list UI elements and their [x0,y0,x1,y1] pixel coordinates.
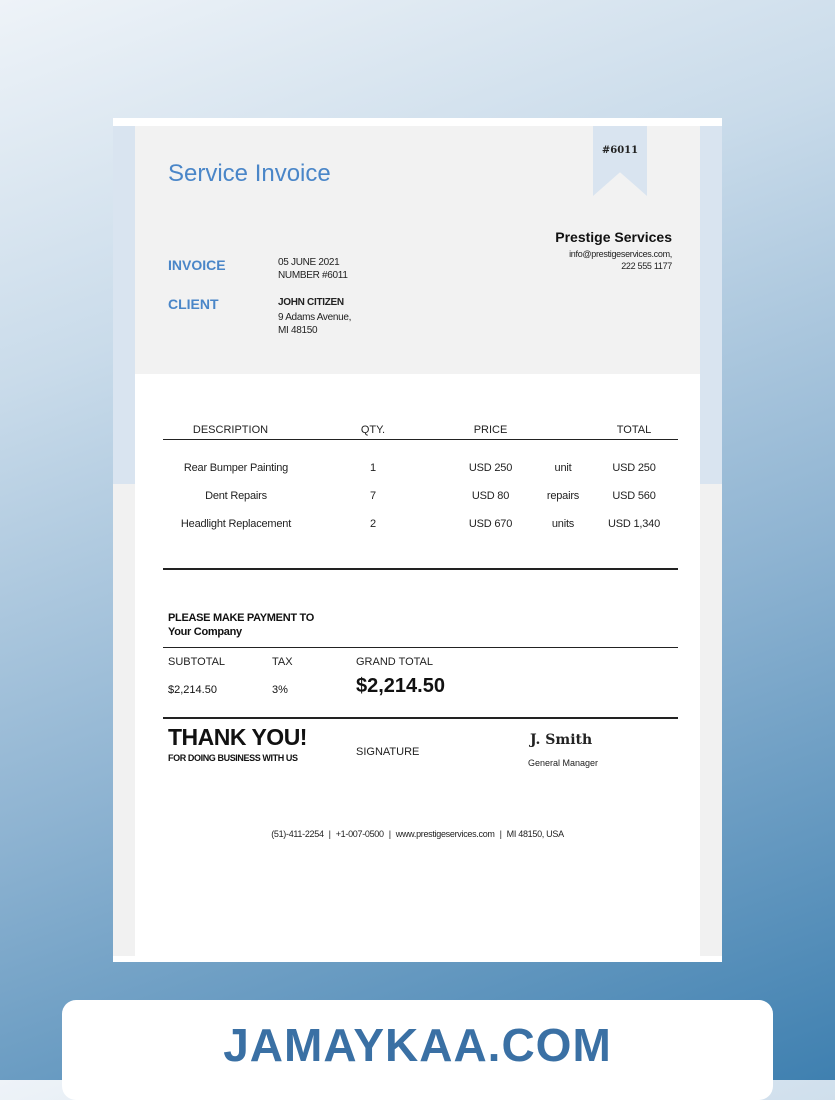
col-header-price: PRICE [473,424,508,436]
footer-phone-1: (51)-411-2254 [271,829,324,839]
invoice-title: Service Invoice [168,160,331,187]
row-total: USD 250 [612,462,656,474]
thank-you-heading: THANK YOU! [168,724,307,750]
invoice-label: INVOICE [168,257,226,273]
invoice-number: NUMBER #6011 [278,270,348,281]
subtotal-label: SUBTOTAL [168,656,226,668]
company-email: info@prestigeservices.com, [569,249,672,259]
footer-phone-2: +1-007-0500 [335,829,384,839]
row-unit: units [551,518,575,530]
client-label: CLIENT [168,296,219,312]
row-price: USD 670 [468,518,513,530]
row-total: USD 560 [612,490,656,502]
footer-website: www.prestigeservices.com [395,829,495,839]
subtotal-value: $2,214.50 [168,684,217,696]
client-address-line1: 9 Adams Avenue, [278,312,352,323]
row-qty: 7 [370,490,376,502]
thank-you-subtext: FOR DOING BUSINESS WITH US [168,753,298,763]
row-unit: repairs [546,490,580,502]
col-header-qty: QTY. [360,424,386,436]
row-description: Headlight Replacement [180,518,292,530]
footer-separator: | [499,829,502,839]
grand-total-value: $2,214.50 [356,675,445,697]
payment-payee: Your Company [168,626,242,638]
col-header-total: TOTAL [616,424,652,436]
banner-site-name: JAMAYKAA.COM [223,1019,612,1071]
row-price: USD 80 [471,490,510,502]
row-qty: 1 [370,462,376,474]
signer-name: J. Smith [530,732,593,748]
right-gray-strip [700,484,722,956]
invoice-date: 05 JUNE 2021 [278,257,340,268]
client-address-line2: MI 48150 [278,325,318,336]
watermark-banner [62,1000,773,1100]
left-accent-strip [113,126,135,484]
company-contact [569,248,672,272]
footer-separator: | [328,829,331,839]
row-qty: 2 [370,518,376,530]
company-phone: 222 555 1177 [621,261,672,271]
table-header-rule [163,439,678,440]
tax-label: TAX [272,656,293,668]
row-price: USD 250 [468,462,513,474]
signer-role: General Manager [528,758,599,768]
row-description: Rear Bumper Painting [183,462,289,474]
invoice-page [113,118,722,962]
footer-location: MI 48150, USA [506,829,564,839]
payment-instructions [168,611,314,639]
table-bottom-rule [163,568,678,570]
grand-total-label: GRAND TOTAL [356,656,434,668]
company-name: Prestige Services [555,229,672,245]
left-gray-strip [113,484,135,956]
payment-rule [163,647,678,648]
signature-label: SIGNATURE [356,746,420,758]
col-header-description: DESCRIPTION [192,424,269,436]
ribbon-invoice-number: #6011 [601,145,639,156]
row-unit: unit [554,462,572,474]
row-total: USD 1,340 [607,518,660,530]
invoice-footer [113,829,722,839]
payment-label: PLEASE MAKE PAYMENT TO [168,612,314,624]
footer-separator: | [388,829,391,839]
tax-value: 3% [272,684,288,696]
right-accent-strip [700,126,722,484]
summary-rule [163,717,678,719]
client-name: JOHN CITIZEN [278,297,344,308]
row-description: Dent Repairs [205,490,267,502]
